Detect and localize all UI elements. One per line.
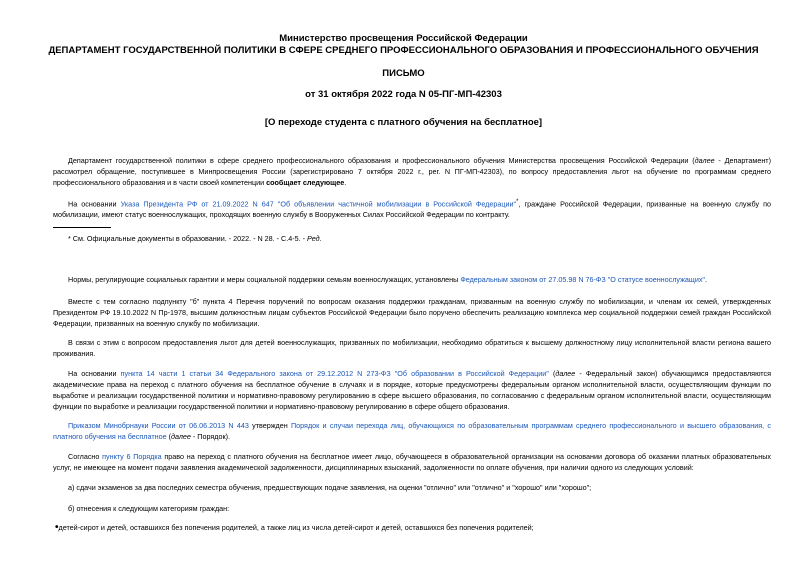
doc-type: ПИСЬМО [382, 68, 425, 79]
paragraph-intro: Департамент государственной политики в сфере среднего профессионального образования и профессионального обучения Министерства просвещения Российской Федерации (далее - Департамент) рассмотрел обращение, поступившее в Минпросвещения России (зарегистрировано 7 октября 2022 г., рег. N ПГ-МП-42303), по вопросу предоставления льгот на обучение по программам среднего профессионального образования и в части своей компетенции сообщает следующее. [53, 156, 771, 187]
bullet-icon: • [55, 522, 59, 533]
procedure-point-6-link[interactable]: пункту 6 Порядка [102, 452, 162, 461]
procedure-link[interactable]: Порядок и случаи перехода лиц, обучающихся по образовательным программам среднего профессионального и высшего образования, с платного обучения на бесплатное [53, 421, 771, 441]
department-title: ДЕПАРТАМЕНТ ГОСУДАРСТВЕННОЙ ПОЛИТИКИ В СФЕРЕ СРЕДНЕГО ПРОФЕССИОНАЛЬНОГО ОБРАЗОВАНИЯ И ПРОФЕССИОНАЛЬНОГО ОБУЧЕНИЯ [48, 45, 759, 56]
list-item-a: а) сдачи экзаменов за два последних семестра обучения, предшествующих подаче заявления, на оценки "отлично" или "отлично" и "хорошо" или "хорошо"; [68, 483, 592, 492]
list-item-b: б) отнесения к следующим категориям граждан: [68, 504, 230, 513]
federal-law-76-link[interactable]: Федеральным законом от 27.05.98 N 76-ФЗ "О статусе военнослужащих" [460, 275, 705, 284]
decree-link[interactable]: Указа Президента РФ от 21.09.2022 N 647 "Об объявлении частичной мобилизации в Российской Федерации" [120, 199, 517, 209]
list-item-orphans: •детей-сирот и детей, оставшихся без попечения родителей, а также лиц из числа детей-сирот и детей, оставшихся без попечения родителей; [55, 522, 534, 533]
paragraph-academic-rights: На основании пункта 14 части 1 статьи 34 Федерального закона от 29.12.2012 N 273-ФЗ "Об образовании в Российской Федерации" (далее - Федеральный закон) обучающимся предоставляются академические права на переход с платного обучения на бесплатное обучение в случаях и в порядке, которые предусмотрены федеральным органом исполнительной власти, осуществляющим функции по выработке и реализации государственной политики и нормативно-правовому регулированию в сфере высшего образования, по согласованию с федеральным органом исполнительной власти, осуществляющим функции по выработке и реализации государственной политики и нормативно-правовому регулированию в сфере общего образования. [53, 369, 771, 411]
paragraph-instructions: Вместе с тем согласно подпункту "б" пункта 4 Перечня поручений по вопросам оказания поддержки гражданам, призванным на военную службу по мобилизации, и членам их семей, утвержденных Президентом РФ 19.10.2022 N Пр-1978, высшим должностным лицам субъектов Российской Федерации было поручено обеспечить реализацию комплекса мер социальной поддержки семей граждан Российской Федерации, призванных на военную службу по мобилизации. [53, 297, 771, 328]
paragraph-decree: На основании Указа Президента РФ от 21.09.2022 N 647 "Об объявлении частичной мобилизации в Российской Федерации"*, граждане Российской Федерации, призванные на военную службу по мобилизации, имеют статус военнослужащих, проходящих военную службу в Вооруженных Силах Российской Федерации по контракту. [53, 199, 771, 220]
footnote-marker: * [516, 199, 519, 205]
doc-subject: [О переходе студента с платного обучения на бесплатное] [264, 117, 543, 128]
doc-date-number: от 31 октября 2022 года N 05-ПГ-МП-42303 [305, 89, 502, 100]
paragraph-contact: В связи с этим с вопросом предоставления льгот для детей военнослужащих, призванных по мобилизации, необходимо обратиться к высшему должностному лицу исполнительной власти региона вашего проживания. [53, 338, 771, 358]
footnote: * См. Официальные документы в образовании. - 2022. - N 28. - С.4-5. - Ред. [68, 234, 322, 243]
federal-law-273-link[interactable]: пункта 14 части 1 статьи 34 Федерального закона от 29.12.2012 N 273-ФЗ "Об образовании в Российской Федерации" [120, 369, 549, 378]
footnote-divider [53, 227, 111, 228]
paragraph-conditions: Согласно пункту 6 Порядка право на переход с платного обучения на бесплатное имеет лицо, обучающееся в образовательной организации на основании договора об оказании платных образовательных услуг, не имеющее на момент подачи заявления академической задолженности, дисциплинарных взысканий, задолженности по оплате обучения, при наличии одного из следующих условий: [53, 452, 772, 472]
paragraph-norms: Нормы, регулирующие социальных гарантии и меры социальной поддержки семьям военнослужащих, установлены Федеральным законом от 27.05.98 N 76-ФЗ "О статусе военнослужащих". [68, 275, 707, 284]
paragraph-order: Приказом Минобрнауки России от 06.06.2013 N 443 утвержден Порядок и случаи перехода лиц, обучающихся по образовательным программам среднего профессионального и высшего образования, с платного обучения на бесплатное (далее - Порядок). [53, 421, 771, 441]
order-443-link[interactable]: Приказом Минобрнауки России от 06.06.2013 N 443 [68, 421, 249, 430]
ministry-title: Министерство просвещения Российской Федерации [279, 33, 528, 44]
